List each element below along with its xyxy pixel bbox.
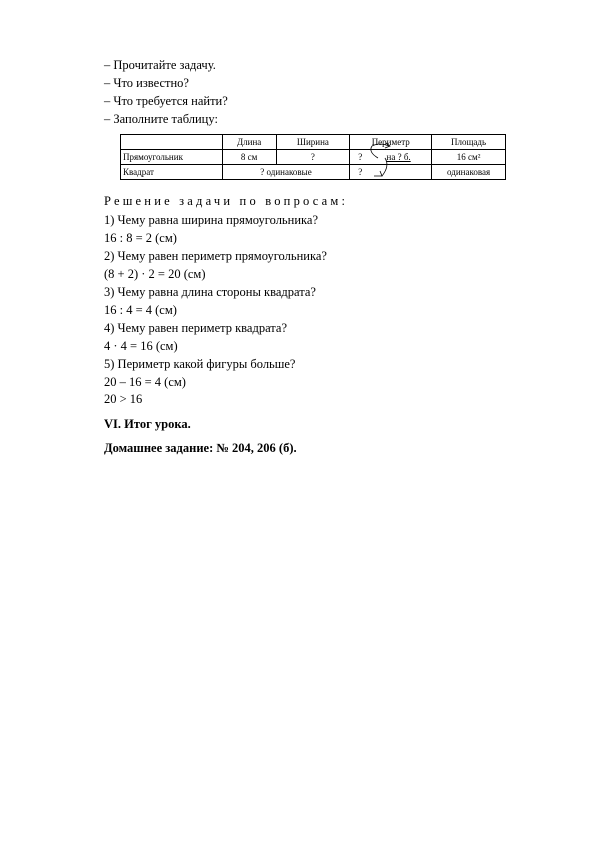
intro-line-1: – Прочитайте задачу. [104,58,216,72]
rect-width: ? [276,150,350,165]
step-comparison: 20 > 16 [104,392,143,406]
intro-line-2: – Что известно? [104,76,189,90]
table-row-square [121,165,506,180]
square-area: одинаковая [432,165,506,180]
homework-line: Домашнее задание: № 204, 206 (б). [104,441,297,455]
intro-line-3: – Что требуется найти? [104,94,228,108]
square-perimeter [350,165,432,180]
step-question-1: 1) Чему равна ширина прямоугольника? [104,213,318,227]
header-length: Длина [222,135,276,150]
square-label: Квадрат [121,165,223,180]
intro-line-4: – Заполните таблицу: [104,112,218,126]
step-question-3: 3) Чему равна длина стороны квадрата? [104,285,316,299]
rect-perimeter [350,150,432,165]
summary-title: VI. Итог урока. [104,417,191,431]
square-perimeter-unknown: ? [358,166,363,177]
header-width: Ширина [276,135,350,150]
step-answer-1: 16 : 8 = 2 (см) [104,231,177,245]
table-row-rectangle [121,150,506,165]
step-answer-4: 4 · 4 = 16 (см) [104,339,178,353]
square-sides: ? одинаковые [222,165,350,180]
table-header-row [121,135,506,150]
header-empty [121,135,223,150]
rect-length: 8 см [222,150,276,165]
rect-area: 16 см² [432,150,506,165]
rect-label: Прямоугольник [121,150,223,165]
rect-perimeter-unknown: ? [358,151,363,162]
data-table [120,134,506,180]
header-area: Площадь [432,135,506,150]
step-question-2: 2) Чему равен периметр прямоугольника? [104,249,327,263]
step-question-4: 4) Чему равен периметр квадрата? [104,321,288,335]
step-question-5: 5) Периметр какой фигуры больше? [104,357,296,371]
rect-perimeter-note: на ? б. [386,151,411,162]
header-perimeter: Периметр [350,135,432,150]
step-answer-5: 20 – 16 = 4 (см) [104,375,186,389]
solution-heading: Решение задачи по вопросам: [104,194,349,208]
step-answer-2: (8 + 2) · 2 = 20 (см) [104,267,206,281]
step-answer-3: 16 : 4 = 4 (см) [104,303,177,317]
